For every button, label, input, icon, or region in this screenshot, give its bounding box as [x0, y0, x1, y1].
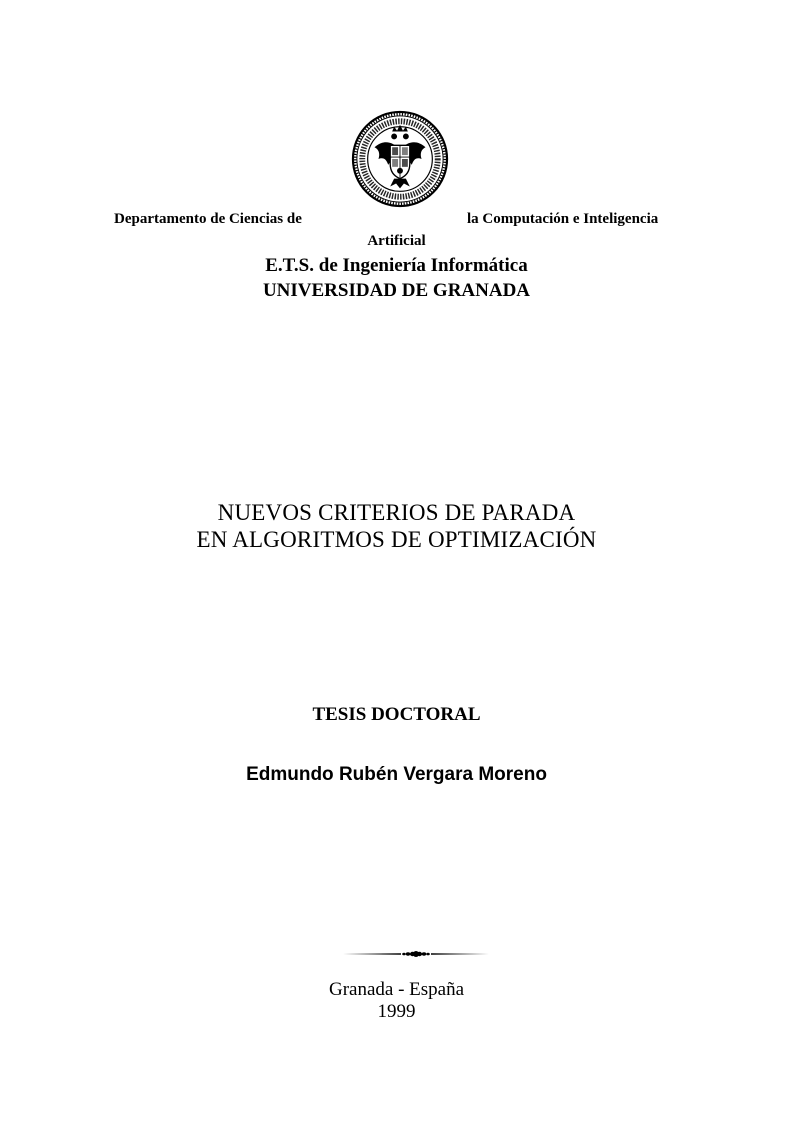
- publication-place: Granada - España: [328, 979, 465, 1000]
- publication-year: 1999: [377, 1001, 416, 1022]
- department-name-continued: Artificial: [367, 233, 426, 249]
- author-name: Edmundo Rubén Vergara Moreno: [246, 764, 547, 785]
- university-name: UNIVERSIDAD DE GRANADA: [262, 280, 531, 301]
- thesis-title-line2: EN ALGORITMOS DE OPTIMIZACIÓN: [196, 527, 597, 552]
- school-name: E.T.S. de Ingeniería Informática: [265, 255, 528, 276]
- university-seal-icon: [351, 110, 449, 208]
- thesis-title-line1: NUEVOS CRITERIOS DE PARADA: [217, 500, 576, 525]
- thesis-type: TESIS DOCTORAL: [312, 704, 481, 725]
- department-name-part1: Departamento de Ciencias de: [114, 211, 302, 227]
- divider-ornament-icon: [341, 947, 491, 961]
- department-name-part2: la Computación e Inteligencia: [467, 211, 659, 227]
